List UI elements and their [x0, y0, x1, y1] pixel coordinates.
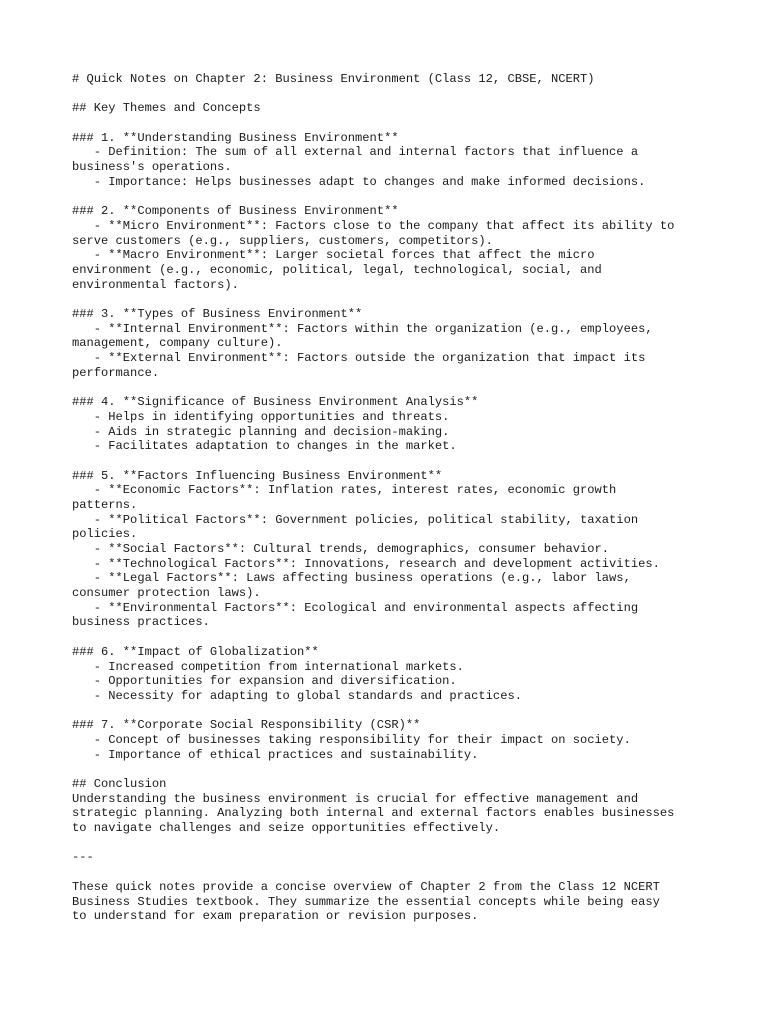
- section-line: patterns.: [72, 497, 138, 512]
- section-line: - Concept of businesses taking responsibility for their impact on society.: [72, 732, 631, 747]
- section-line: - **External Environment**: Factors outside the organization that impact its: [72, 351, 646, 366]
- conclusion-heading: ## Conclusion: [72, 777, 167, 791]
- footer-note: [72, 880, 712, 924]
- section-components: [72, 204, 712, 292]
- section-line: management, company culture).: [72, 336, 283, 351]
- document-page: [72, 72, 712, 924]
- spacer: [72, 630, 712, 645]
- section-heading: ### 5. **Factors Influencing Business Environment**: [72, 468, 443, 483]
- section-line: - **Internal Environment**: Factors within the organization (e.g., employees,: [72, 321, 653, 336]
- document-title: # Quick Notes on Chapter 2: Business Environment (Class 12, CBSE, NCERT): [72, 72, 595, 86]
- footer-line: to understand for exam preparation or revision purposes.: [72, 909, 479, 924]
- footer-line: Business Studies textbook. They summarize the essential concepts while being easy: [72, 894, 660, 909]
- spacer: [72, 704, 712, 719]
- spacer: [72, 836, 712, 851]
- section-line: - Opportunities for expansion and diversification.: [72, 674, 457, 689]
- conclusion-line: Understanding the business environment is crucial for effective management and: [72, 791, 639, 806]
- section-factors: [72, 469, 712, 631]
- section-line: - **Technological Factors**: Innovations, research and development activities.: [72, 556, 660, 571]
- spacer: [72, 865, 712, 880]
- section-line: - Importance of ethical practices and sustainability.: [72, 747, 479, 762]
- section-line: - Importance: Helps businesses adapt to changes and make informed decisions.: [72, 174, 646, 189]
- section-line: - **Legal Factors**: Laws affecting business operations (e.g., labor laws,: [72, 571, 631, 586]
- spacer: [72, 190, 712, 205]
- section-heading: ### 4. **Significance of Business Environment Analysis**: [72, 395, 479, 410]
- section-significance: [72, 395, 712, 454]
- section-line: - **Micro Environment**: Factors close to the company that affect its ability to: [72, 218, 675, 233]
- section-line: - Necessity for adapting to global standards and practices.: [72, 688, 522, 703]
- section-line: - **Environmental Factors**: Ecological and environmental aspects affecting: [72, 600, 639, 615]
- section-line: - **Political Factors**: Government policies, political stability, taxation: [72, 512, 639, 527]
- section-line: - Aids in strategic planning and decision-making.: [72, 424, 450, 439]
- spacer: [72, 454, 712, 469]
- section-csr: [72, 718, 712, 762]
- spacer: [72, 292, 712, 307]
- section-line: - **Economic Factors**: Inflation rates, interest rates, economic growth: [72, 483, 617, 498]
- section-line: environment (e.g., economic, political, legal, technological, social, and: [72, 262, 602, 277]
- section-line: business's operations.: [72, 160, 232, 175]
- section-conclusion: [72, 777, 712, 836]
- section-heading: ### 7. **Corporate Social Responsibility (CSR)**: [72, 718, 421, 733]
- section-line: - Facilitates adaptation to changes in the market.: [72, 439, 457, 454]
- spacer: [72, 762, 712, 777]
- section-globalization: [72, 645, 712, 704]
- separator: ---: [72, 850, 94, 865]
- section-heading: ### 6. **Impact of Globalization**: [72, 644, 319, 659]
- section-line: performance.: [72, 365, 160, 380]
- section-line: business practices.: [72, 615, 210, 630]
- footer-line: These quick notes provide a concise overview of Chapter 2 from the Class 12 NCERT: [72, 879, 660, 894]
- section-heading: ### 3. **Types of Business Environment**: [72, 307, 363, 321]
- key-themes-heading: ## Key Themes and Concepts: [72, 101, 261, 116]
- section-types: [72, 307, 712, 380]
- section-line: - Helps in identifying opportunities and threats.: [72, 409, 450, 424]
- section-line: policies.: [72, 527, 138, 542]
- section-line: - **Macro Environment**: Larger societal forces that affect the micro: [72, 248, 595, 263]
- section-line: environmental factors).: [72, 277, 239, 292]
- spacer: [72, 380, 712, 395]
- spacer: [72, 116, 712, 131]
- section-line: consumer protection laws).: [72, 586, 261, 601]
- section-line: serve customers (e.g., suppliers, customers, competitors).: [72, 233, 493, 248]
- conclusion-line: to navigate challenges and seize opportunities effectively.: [72, 821, 501, 836]
- section-heading: ### 1. **Understanding Business Environment**: [72, 130, 399, 145]
- section-line: - Increased competition from international markets.: [72, 659, 464, 674]
- section-line: - Definition: The sum of all external and internal factors that influence a: [72, 145, 639, 160]
- section-heading: ### 2. **Components of Business Environment**: [72, 204, 399, 219]
- section-understanding: [72, 131, 712, 190]
- spacer: [72, 87, 712, 102]
- conclusion-line: strategic planning. Analyzing both internal and external factors enables businesses: [72, 806, 675, 821]
- section-line: - **Social Factors**: Cultural trends, demographics, consumer behavior.: [72, 542, 610, 556]
